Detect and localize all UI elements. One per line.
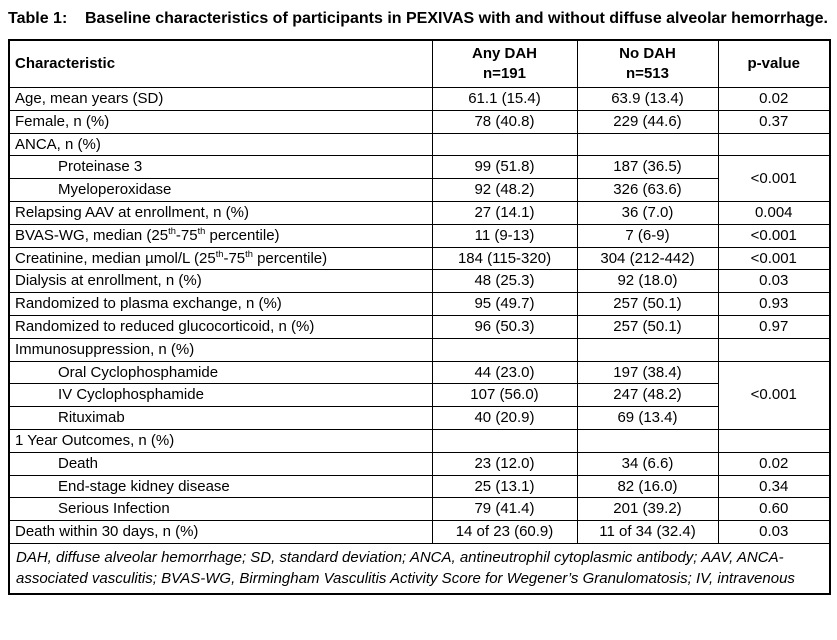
characteristic-cell: Serious Infection bbox=[9, 498, 432, 521]
column-header-any-dah-n: n=191 bbox=[483, 65, 526, 83]
characteristic-cell: Oral Cyclophosphamide bbox=[9, 361, 432, 384]
no-dah-value-cell: 11 of 34 (32.4) bbox=[577, 521, 718, 544]
no-dah-value-cell: 36 (7.0) bbox=[577, 201, 718, 224]
table-footnote: DAH, diffuse alveolar hemorrhage; SD, standard deviation; ANCA, antineutrophil cytoplasmic antibody; AAV, ANCA-associated vasculitis; BVAS-WG, Birmingham Vasculitis Activity Score for Wegener’s Granulomatosis; IV, intravenous bbox=[9, 543, 830, 594]
characteristic-cell: Relapsing AAV at enrollment, n (%) bbox=[9, 201, 432, 224]
column-header-any-dah-label: Any DAH bbox=[471, 45, 537, 63]
any-dah-value-cell: 44 (23.0) bbox=[432, 361, 577, 384]
any-dah-value-cell: 99 (51.8) bbox=[432, 156, 577, 179]
p-value-cell: 0.97 bbox=[718, 315, 830, 338]
characteristic-cell: Randomized to plasma exchange, n (%) bbox=[9, 293, 432, 316]
p-value-cell: <0.001 bbox=[718, 224, 830, 247]
column-header-any-dah bbox=[432, 40, 577, 87]
no-dah-value-cell: 229 (44.6) bbox=[577, 110, 718, 133]
column-header-no-dah bbox=[577, 40, 718, 87]
table-row bbox=[9, 247, 830, 270]
characteristic-cell: Death within 30 days, n (%) bbox=[9, 521, 432, 544]
characteristic-cell: Proteinase 3 bbox=[9, 156, 432, 179]
no-dah-value-cell: 257 (50.1) bbox=[577, 293, 718, 316]
table-row bbox=[9, 521, 830, 544]
p-value-cell: 0.60 bbox=[718, 498, 830, 521]
table-row bbox=[9, 87, 830, 110]
p-value-cell: 0.004 bbox=[718, 201, 830, 224]
table-title-text: Baseline characteristics of participants in PEXIVAS with and without diffuse alveolar hemorrhage. bbox=[85, 10, 828, 27]
any-dah-value-cell: 78 (40.8) bbox=[432, 110, 577, 133]
table-row bbox=[9, 338, 830, 361]
characteristic-cell: Female, n (%) bbox=[9, 110, 432, 133]
no-dah-value-cell: 69 (13.4) bbox=[577, 407, 718, 430]
no-dah-value-cell: 82 (16.0) bbox=[577, 475, 718, 498]
p-value-cell: <0.001 bbox=[718, 361, 830, 429]
characteristic-cell: Death bbox=[9, 452, 432, 475]
any-dah-value-cell: 61.1 (15.4) bbox=[432, 87, 577, 110]
characteristic-cell: Rituximab bbox=[9, 407, 432, 430]
any-dah-value-cell bbox=[432, 429, 577, 452]
column-header-characteristic-label: Characteristic bbox=[15, 55, 116, 73]
no-dah-value-cell bbox=[577, 338, 718, 361]
table-row bbox=[9, 201, 830, 224]
any-dah-value-cell: 14 of 23 (60.9) bbox=[432, 521, 577, 544]
no-dah-value-cell: 257 (50.1) bbox=[577, 315, 718, 338]
no-dah-value-cell: 326 (63.6) bbox=[577, 179, 718, 202]
any-dah-value-cell: 92 (48.2) bbox=[432, 179, 577, 202]
no-dah-value-cell: 187 (36.5) bbox=[577, 156, 718, 179]
characteristic-cell: BVAS-WG, median (25th-75th percentile) bbox=[9, 224, 432, 247]
p-value-cell: 0.02 bbox=[718, 452, 830, 475]
no-dah-value-cell bbox=[577, 133, 718, 156]
column-header-p-value-label: p-value bbox=[747, 55, 800, 73]
any-dah-value-cell: 25 (13.1) bbox=[432, 475, 577, 498]
table-row bbox=[9, 429, 830, 452]
no-dah-value-cell: 201 (39.2) bbox=[577, 498, 718, 521]
table-row bbox=[9, 110, 830, 133]
p-value-cell bbox=[718, 429, 830, 452]
characteristic-cell: IV Cyclophosphamide bbox=[9, 384, 432, 407]
characteristic-cell: Randomized to reduced glucocorticoid, n (%) bbox=[9, 315, 432, 338]
any-dah-value-cell: 95 (49.7) bbox=[432, 293, 577, 316]
p-value-cell: 0.02 bbox=[718, 87, 830, 110]
any-dah-value-cell: 11 (9-13) bbox=[432, 224, 577, 247]
table-row bbox=[9, 452, 830, 475]
table-row bbox=[9, 179, 830, 202]
any-dah-value-cell bbox=[432, 133, 577, 156]
column-header-no-dah-label: No DAH bbox=[619, 45, 676, 63]
table-row bbox=[9, 133, 830, 156]
p-value-cell: 0.93 bbox=[718, 293, 830, 316]
no-dah-value-cell: 304 (212-442) bbox=[577, 247, 718, 270]
p-value-cell: 0.03 bbox=[718, 521, 830, 544]
characteristic-cell: Creatinine, median µmol/L (25th-75th percentile) bbox=[9, 247, 432, 270]
any-dah-value-cell: 184 (115-320) bbox=[432, 247, 577, 270]
no-dah-value-cell: 92 (18.0) bbox=[577, 270, 718, 293]
footnote-row bbox=[9, 543, 830, 594]
characteristic-cell: End-stage kidney disease bbox=[9, 475, 432, 498]
column-header-characteristic bbox=[9, 40, 432, 87]
no-dah-value-cell: 34 (6.6) bbox=[577, 452, 718, 475]
any-dah-value-cell: 96 (50.3) bbox=[432, 315, 577, 338]
no-dah-value-cell: 7 (6-9) bbox=[577, 224, 718, 247]
table-row bbox=[9, 475, 830, 498]
any-dah-value-cell: 48 (25.3) bbox=[432, 270, 577, 293]
baseline-characteristics-table bbox=[8, 39, 831, 595]
table-title bbox=[8, 8, 829, 30]
characteristic-cell: 1 Year Outcomes, n (%) bbox=[9, 429, 432, 452]
p-value-cell: 0.03 bbox=[718, 270, 830, 293]
no-dah-value-cell: 247 (48.2) bbox=[577, 384, 718, 407]
any-dah-value-cell: 23 (12.0) bbox=[432, 452, 577, 475]
any-dah-value-cell: 40 (20.9) bbox=[432, 407, 577, 430]
characteristic-cell: Myeloperoxidase bbox=[9, 179, 432, 202]
table-title-number: Table 1: bbox=[8, 10, 68, 27]
characteristic-cell: Immunosuppression, n (%) bbox=[9, 338, 432, 361]
column-header-p-value bbox=[718, 40, 830, 87]
characteristic-cell: Dialysis at enrollment, n (%) bbox=[9, 270, 432, 293]
any-dah-value-cell: 27 (14.1) bbox=[432, 201, 577, 224]
characteristic-cell: ANCA, n (%) bbox=[9, 133, 432, 156]
column-header-no-dah-n: n=513 bbox=[626, 65, 669, 83]
table-row bbox=[9, 315, 830, 338]
p-value-cell: 0.34 bbox=[718, 475, 830, 498]
p-value-cell: 0.37 bbox=[718, 110, 830, 133]
table-row bbox=[9, 498, 830, 521]
table-row bbox=[9, 224, 830, 247]
any-dah-value-cell: 79 (41.4) bbox=[432, 498, 577, 521]
table-row bbox=[9, 293, 830, 316]
header-row bbox=[9, 40, 830, 87]
any-dah-value-cell bbox=[432, 338, 577, 361]
p-value-cell bbox=[718, 338, 830, 361]
any-dah-value-cell: 107 (56.0) bbox=[432, 384, 577, 407]
no-dah-value-cell: 197 (38.4) bbox=[577, 361, 718, 384]
p-value-cell: <0.001 bbox=[718, 156, 830, 202]
p-value-cell: <0.001 bbox=[718, 247, 830, 270]
table-row bbox=[9, 156, 830, 179]
table-row bbox=[9, 407, 830, 430]
table-row bbox=[9, 384, 830, 407]
table-body bbox=[9, 87, 830, 543]
table-row bbox=[9, 270, 830, 293]
no-dah-value-cell bbox=[577, 429, 718, 452]
characteristic-cell: Age, mean years (SD) bbox=[9, 87, 432, 110]
p-value-cell bbox=[718, 133, 830, 156]
no-dah-value-cell: 63.9 (13.4) bbox=[577, 87, 718, 110]
table-row bbox=[9, 361, 830, 384]
